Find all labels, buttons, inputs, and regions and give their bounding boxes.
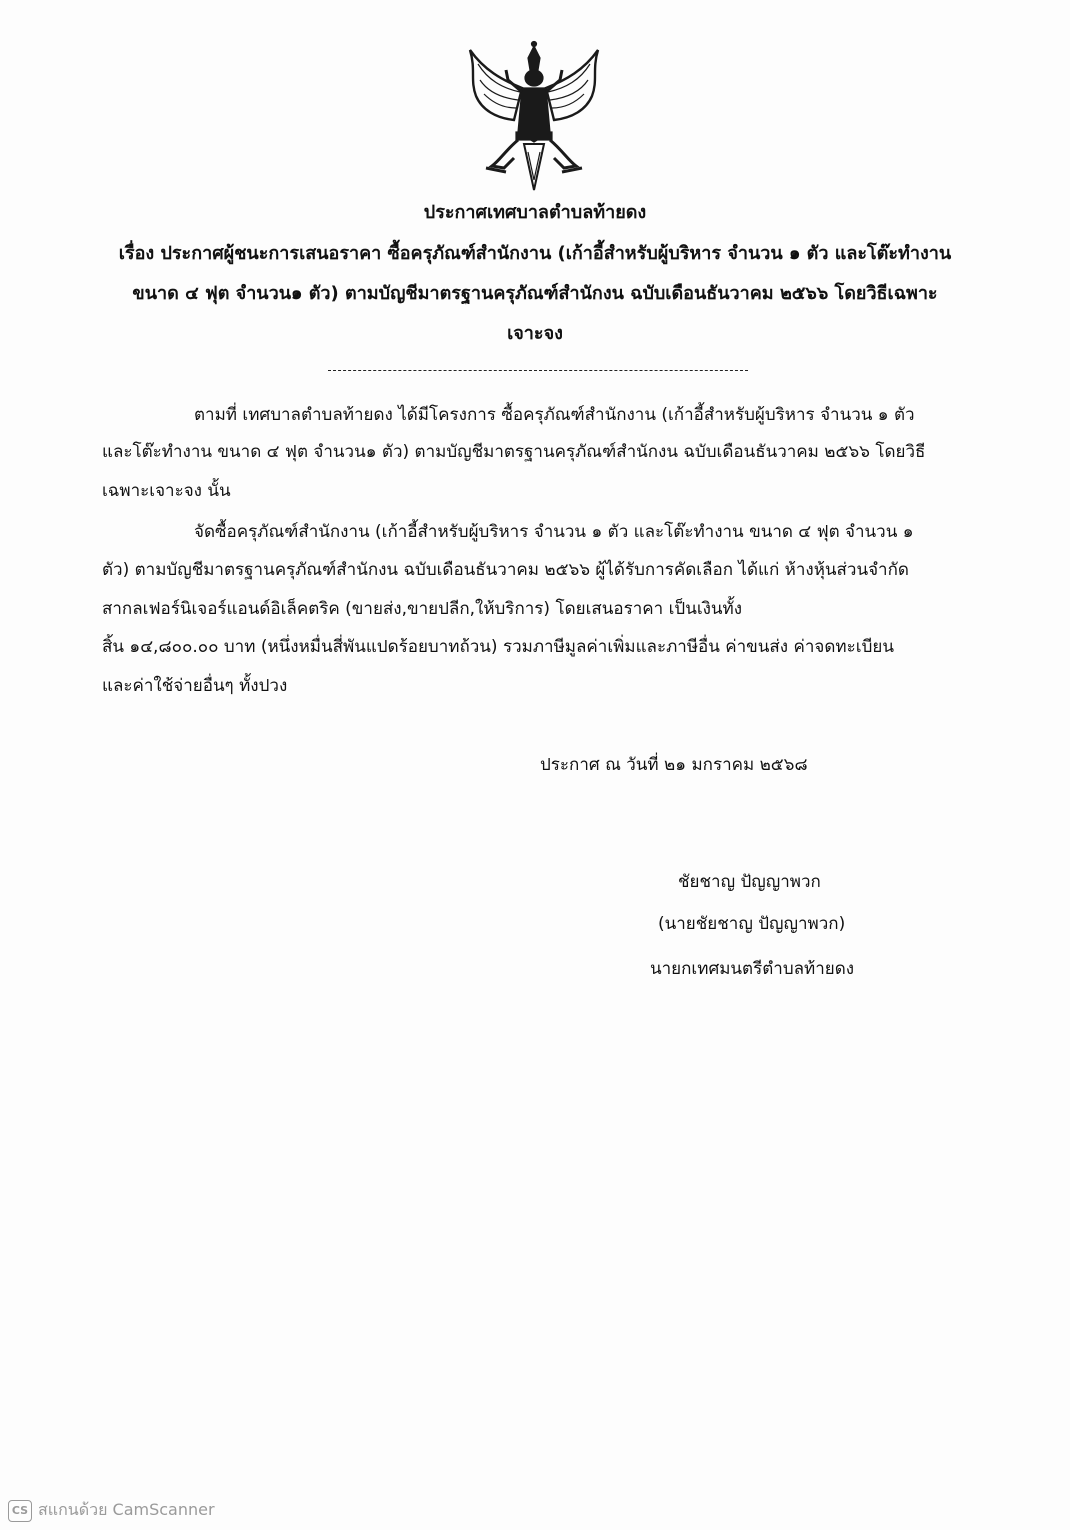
paragraph-1-line: และโต๊ะทำงาน ขนาด ๔ ฟุต จำนวน๑ ตัว) ตามบัญชีมาตรฐานครุภัณฑ์สำนักงน ฉบับเดือนธันวาคม ๒๕๖๖ โดยวิธี	[102, 442, 926, 462]
announcement-date: ประกาศ ณ วันที่ ๒๑ มกราคม ๒๕๖๘	[540, 755, 808, 775]
paragraph-2-line: ตัว) ตามบัญชีมาตรฐานครุภัณฑ์สำนักงน ฉบับเดือนธันวาคม ๒๕๖๖ ผู้ได้รับการคัดเลือก ได้แก่ ห้างหุ้นส่วนจำกัด	[102, 560, 909, 580]
paragraph-2-line: สิ้น ๑๔,๘๐๐.๐๐ บาท (หนึ่งหมื่นสี่พันแปดร้อยบาทถ้วน) รวมภาษีมูลค่าเพิ่มและภาษีอื่น ค่าขนส่ง ค่าจดทะเบียน	[102, 637, 894, 657]
subject-line: เจาะจง	[507, 323, 563, 344]
subject-line: ขนาด ๔ ฟุต จำนวน๑ ตัว) ตามบัญชีมาตรฐานครุภัณฑ์สำนักงน ฉบับเดือนธันวาคม ๒๕๖๖ โดยวิธีเฉพาะ	[132, 283, 938, 304]
paragraph-2-line: จัดซื้อครุภัณฑ์สำนักงาน (เก้าอี้สำหรับผู้บริหาร จำนวน ๑ ตัว และโต๊ะทำงาน ขนาด ๔ ฟุต จำนวน ๑	[194, 522, 914, 542]
signature: ชัยชาญ ปัญญาพวก	[678, 872, 821, 892]
signatory-title: นายกเทศมนตรีตำบลท้ายดง	[650, 959, 855, 979]
garuda-emblem-icon	[462, 40, 606, 194]
camscanner-logo-icon: CS	[8, 1500, 32, 1522]
paragraph-2-line: สากลเฟอร์นิเจอร์แอนด์อิเล็คตริค (ขายส่ง,ขายปลีก,ให้บริการ) โดยเสนอราคา เป็นเงินทั้ง	[102, 599, 743, 619]
section-divider	[328, 370, 748, 371]
paragraph-1-line: ตามที่ เทศบาลตำบลท้ายดง ได้มีโครงการ ซื้อครุภัณฑ์สำนักงาน (เก้าอี้สำหรับผู้บริหาร จำนวน ๑ ตัว	[194, 405, 915, 425]
announcement-subject	[100, 234, 970, 354]
paragraph-1-line: เฉพาะเจาะจง นั้น	[102, 481, 231, 501]
announcement-title: ประกาศเทศบาลตำบลท้ายดง	[423, 202, 647, 223]
signatory-name: (นายชัยชาญ ปัญญาพวก)	[658, 914, 846, 934]
paragraph-2-line: และค่าใช้จ่ายอื่นๆ ทั้งปวง	[102, 676, 288, 696]
camscanner-watermark	[8, 1498, 215, 1523]
subject-line: เรื่อง ประกาศผู้ชนะการเสนอราคา ซื้อครุภัณฑ์สำนักงาน (เก้าอี้สำหรับผู้บริหาร จำนวน ๑ ตัว และโต๊ะทำงาน	[118, 243, 952, 264]
watermark-text: สแกนด้วย CamScanner	[38, 1500, 215, 1519]
